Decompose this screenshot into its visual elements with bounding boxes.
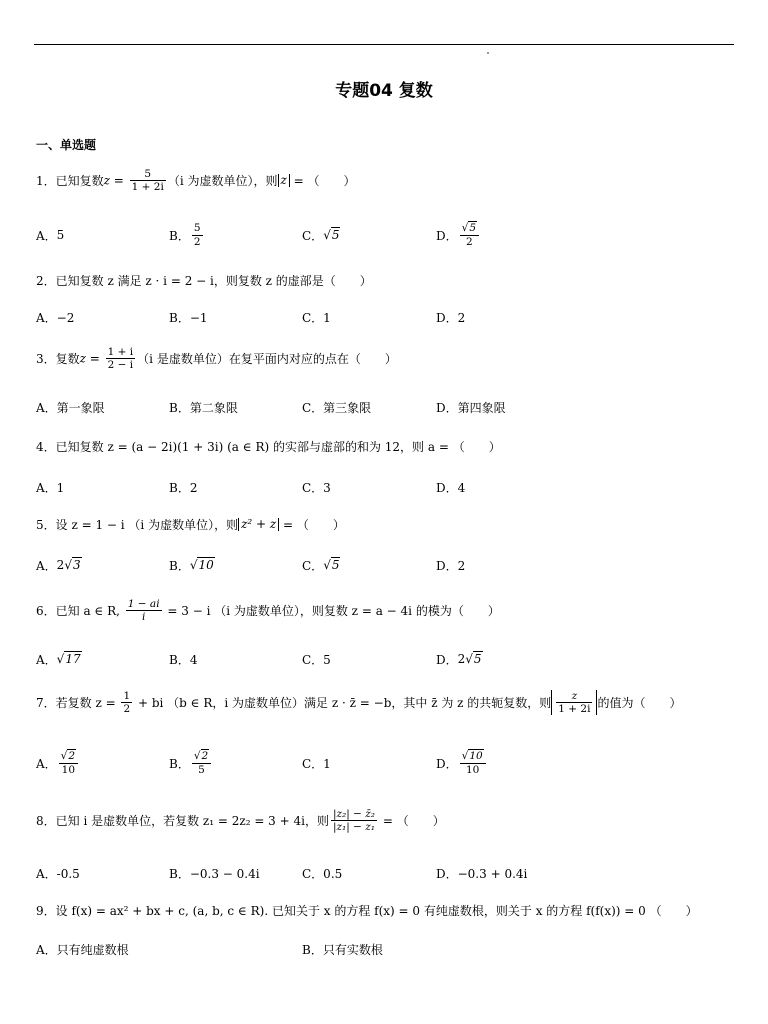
question-3 — [36, 346, 736, 371]
q3-lhs: z = — [79, 351, 104, 366]
option-label: D． — [436, 756, 458, 771]
q7-fraction — [121, 690, 132, 715]
q9-option-b[interactable]: B．只有实数根 — [302, 942, 383, 957]
q1-mid: （i 为虚数单位），则 — [167, 174, 278, 189]
sqrt: √5 — [323, 558, 340, 572]
option-fraction — [460, 222, 479, 247]
q3-prefix: 3．复数 — [36, 352, 80, 367]
q5-option-b[interactable] — [169, 548, 215, 582]
sqrt: √5 — [461, 222, 477, 235]
q1-abs: z — [278, 174, 290, 187]
q8-prefix: 8．已知 i 是虚数单位，若复数 z₁ = 2z₂ = 3 + 4i，则 — [36, 814, 329, 829]
q5-suffix: = （ ） — [279, 518, 345, 532]
fraction-numerator — [460, 222, 479, 235]
q4-option-b[interactable]: B．2 — [169, 480, 198, 495]
q3-option-a[interactable]: A．第一象限 — [36, 400, 105, 415]
q7-prefix: 7．若复数 z = — [36, 696, 120, 711]
q7-suffix: 的值为（ ） — [597, 696, 682, 711]
option-fraction — [59, 750, 78, 775]
option-label: C． — [302, 228, 324, 243]
sqrt: √2 — [193, 750, 209, 763]
q8-option-c[interactable]: C．0.5 — [302, 866, 343, 881]
q1-denominator: 1 + 2i — [131, 181, 164, 194]
radicand: 5 — [331, 558, 340, 572]
q3-options — [36, 390, 736, 424]
q3-option-c[interactable]: C．第三象限 — [302, 400, 372, 415]
question-5 — [36, 516, 736, 533]
header-rule — [34, 44, 734, 45]
sqrt: √17 — [56, 652, 81, 666]
q5-option-a[interactable] — [36, 548, 82, 582]
q7-option-a[interactable] — [36, 746, 80, 780]
q7-options — [36, 746, 736, 780]
q6-option-c[interactable]: C．5 — [302, 652, 331, 667]
option-label: A． — [36, 756, 57, 771]
q1-prefix: 1．已知复数 — [36, 174, 104, 189]
q3-denominator: 2 − i — [107, 359, 134, 372]
radicand: 17 — [65, 652, 81, 666]
fraction-denominator: 5 — [198, 763, 205, 776]
q1-option-a[interactable] — [36, 218, 64, 252]
sqrt: √5 — [465, 652, 482, 666]
q8-numerator: |z₂| − z̄₂ — [332, 808, 376, 820]
sqrt: √3 — [64, 558, 81, 572]
q7-abs-fraction — [556, 690, 592, 715]
q5-prefix: 5．设 z = 1 − i （i 为虚数单位），则 — [36, 518, 239, 532]
q3-fraction — [106, 346, 136, 371]
q6-prefix: 6．已知 a ∈ R, — [36, 604, 124, 619]
option-label: C． — [302, 558, 324, 573]
fraction-denominator: 10 — [61, 763, 76, 776]
option-fraction — [460, 750, 486, 775]
q3-suffix: （i 是虚数单位）在复平面内对应的点在（ ） — [137, 352, 397, 367]
q8-options — [36, 856, 736, 890]
q7-mid: + bi （b ∈ R，i 为虚数单位）满足 z · z̄ = −b，其中 z̄ 为 z 的共轭复数，则 — [134, 696, 552, 711]
option-label: A． — [36, 558, 57, 573]
sqrt: √10 — [461, 750, 483, 763]
question-2: 2．已知复数 z 满足 z · i = 2 − i，则复数 z 的虚部是（ ） — [36, 274, 372, 288]
radicand: 5 — [331, 228, 340, 242]
q3-option-b[interactable]: B．第二象限 — [169, 400, 238, 415]
q6-option-d[interactable] — [436, 642, 483, 676]
q7-option-c[interactable]: C．1 — [302, 756, 331, 771]
q8-option-d[interactable]: D．−0.3 + 0.4i — [436, 866, 528, 881]
question-4: 4．已知复数 z = (a − 2i)(1 + 3i) (a ∈ R) 的实部与虚部的和为 12，则 a = （ ） — [36, 440, 501, 454]
option-fraction — [192, 222, 203, 247]
fraction-numerator — [59, 750, 78, 763]
q5-option-d[interactable]: D．2 — [436, 558, 466, 573]
q9-options — [36, 932, 736, 966]
q7-abs-numerator: z — [556, 690, 592, 703]
option-value: 5 — [56, 228, 65, 242]
question-6 — [36, 598, 736, 623]
option-label: B． — [169, 756, 190, 771]
q2-option-b[interactable]: B．−1 — [169, 310, 208, 325]
option-label: B． — [169, 558, 190, 573]
fraction-numerator — [192, 750, 211, 763]
q1-option-d[interactable] — [436, 218, 481, 252]
q1-suffix: = （ ） — [289, 174, 356, 189]
radicand: 2 — [68, 750, 76, 763]
q6-option-a[interactable] — [36, 642, 82, 676]
q4-option-d[interactable]: D．4 — [436, 480, 466, 495]
page-title: 专题04 复数 — [335, 81, 433, 101]
fraction-denominator: 2 — [465, 235, 473, 248]
q7-denominator: 2 — [123, 703, 131, 716]
question-1 — [36, 168, 736, 193]
q5-option-c[interactable] — [302, 548, 340, 582]
radicand: 2 — [201, 750, 209, 763]
sqrt: √2 — [60, 750, 76, 763]
radicand: 5 — [469, 222, 477, 235]
q7-option-b[interactable] — [169, 746, 213, 780]
q8-option-a[interactable]: A．-0.5 — [36, 866, 80, 881]
header-dot — [487, 52, 489, 54]
sqrt: √10 — [189, 558, 214, 572]
fraction-numerator: 5 — [193, 222, 201, 235]
radicand: 5 — [473, 652, 482, 666]
option-fraction — [192, 750, 211, 775]
q4-options — [36, 470, 736, 504]
q5-options — [36, 548, 736, 582]
radicand: 10 — [198, 558, 214, 572]
q2-option-c[interactable]: C．1 — [302, 310, 331, 325]
section-heading: 一、单选题 — [36, 138, 97, 152]
radicand: 3 — [72, 558, 81, 572]
q1-option-c[interactable] — [302, 218, 340, 252]
q3-option-d[interactable]: D．第四象限 — [436, 400, 506, 415]
q6-fraction — [126, 598, 162, 623]
q9-option-a[interactable]: A．只有纯虚数根 — [36, 942, 129, 957]
q8-suffix: = （ ） — [379, 814, 445, 829]
q6-options — [36, 642, 736, 676]
q8-fraction — [331, 808, 377, 833]
option-label: B． — [169, 228, 190, 243]
q7-numerator: 1 — [123, 690, 131, 702]
q7-abs — [551, 690, 597, 715]
q4-option-a[interactable]: A．1 — [36, 480, 65, 495]
coefficient: 2 — [457, 652, 466, 666]
option-label: D． — [436, 228, 458, 243]
fraction-numerator — [460, 750, 486, 763]
fraction-denominator: 2 — [193, 235, 201, 248]
radicand: 10 — [469, 750, 483, 763]
q1-option-b[interactable] — [169, 218, 205, 252]
q1-options — [36, 218, 736, 252]
question-9: 9．设 f(x) = ax² + bx + c, (a, b, c ∈ R). 已知关于 x 的方程 f(x) = 0 有纯虚数根，则关于 x 的方程 f(f(x)) = 0 （ ） — [36, 904, 698, 918]
q2-option-a[interactable]: A．−2 — [36, 310, 75, 325]
q1-numerator: 5 — [130, 168, 166, 181]
option-label: D． — [436, 652, 458, 667]
q7-option-d[interactable] — [436, 746, 488, 780]
q3-numerator: 1 + i — [107, 346, 134, 358]
q6-suffix: = 3 − i （i 为虚数单位），则复数 z = a − 4i 的模为（ ） — [163, 604, 500, 619]
q7-abs-denominator: 1 + 2i — [558, 703, 591, 716]
option-label: A． — [36, 652, 57, 667]
question-8 — [36, 808, 736, 833]
q6-denominator: i — [141, 611, 146, 624]
q4-option-c[interactable]: C．3 — [302, 480, 331, 495]
q1-z: z — [103, 173, 110, 188]
q1-eq: = — [109, 173, 128, 188]
option-label: A． — [36, 228, 57, 243]
sqrt: √5 — [323, 228, 340, 242]
q8-option-b[interactable]: B．−0.3 − 0.4i — [169, 866, 260, 881]
q6-numerator: 1 − ai — [127, 598, 160, 610]
coefficient: 2 — [56, 558, 65, 572]
fraction-denominator: 10 — [465, 763, 480, 776]
q1-fraction — [130, 168, 166, 193]
q8-denominator: |z₁| − z₁ — [332, 821, 376, 834]
q2-option-d[interactable]: D．2 — [436, 310, 466, 325]
q6-option-b[interactable]: B．4 — [169, 652, 198, 667]
q5-abs: z² + z — [238, 518, 279, 531]
question-7 — [36, 690, 736, 715]
q2-options — [36, 300, 736, 334]
